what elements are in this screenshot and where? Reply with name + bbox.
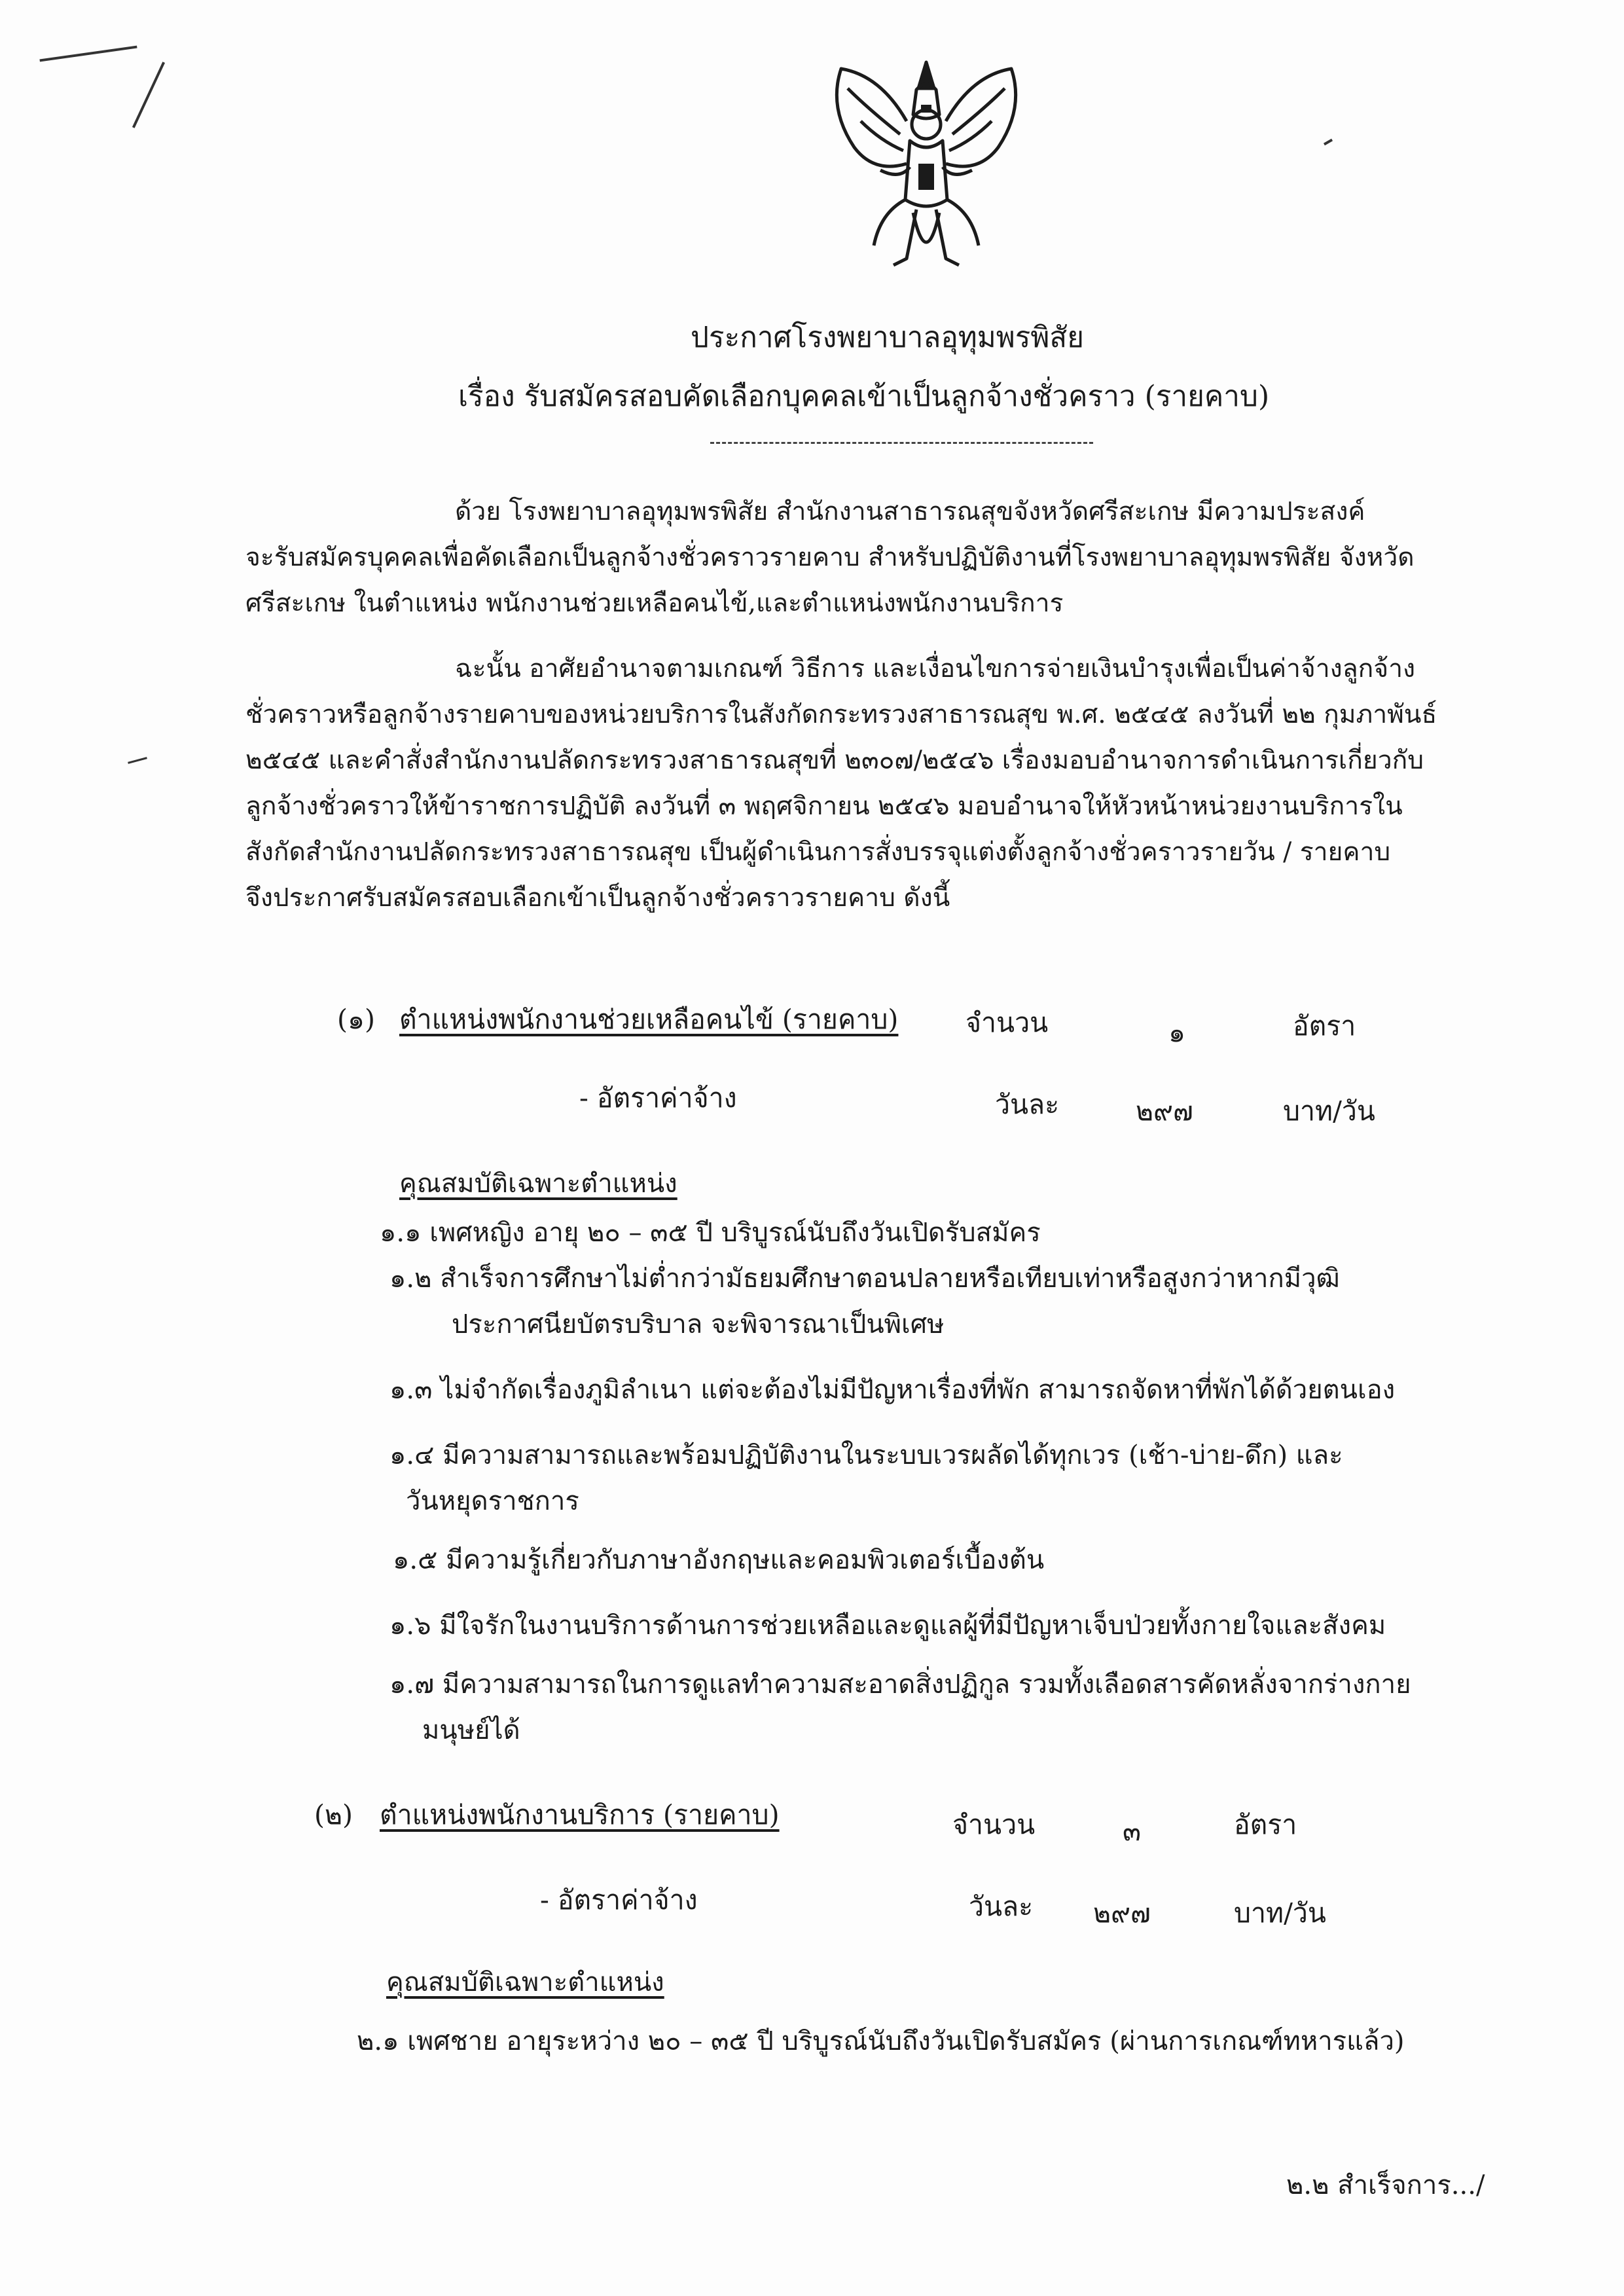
qualification-line: ๑.๗ มีความสามารถในการดูแลทำความสะอาดสิ่งปฏิกูล รวมทั้งเลือดสารคัดหลั่งจากร่างกาย [389,1669,1411,1700]
qualification-line: มนุษย์ได้ [422,1715,520,1745]
announcement-subject: เรื่อง รับสมัครสอบคัดเลือกบุคคลเข้าเป็นลูกจ้างชั่วคราว (รายคาบ) [458,380,1270,413]
body-paragraph-2-line: สังกัดสำนักงานปลัดกระทรวงสาธารณสุข เป็นผู้ดำเนินการสั่งบรรจุแต่งตั้งลูกจ้างชั่วคราวรายวัน / รายคาบ [245,837,1391,867]
body-paragraph-2-line: ลูกจ้างชั่วคราวให้ข้าราชการปฏิบัติ ลงวันที่ ๓ พฤศจิกายน ๒๕๔๖ มอบอำนาจให้หัวหน้าหน่วยงานบริการใน [245,792,1403,821]
wage-amount: ๒๙๗ [1093,1897,1151,1929]
qualification-line: ๑.๓ ไม่จำกัดเรื่องภูมิลำเนา แต่จะต้องไม่มีปัญหาเรื่องที่พัก สามารถจัดหาที่พักได้ด้วยตนเอง [389,1375,1396,1405]
announcement-title: ประกาศโรงพยาบาลอุทุมพรพิสัย [691,321,1085,354]
wage-unit: บาท/วัน [1283,1095,1375,1127]
qualification-heading: คุณสมบัติเฉพาะตำแหน่ง [399,1169,677,1199]
scan-mark [39,46,137,62]
garuda-emblem [802,49,1051,285]
position-count-label: จำนวน [952,1809,1036,1840]
qualification-line: ๑.๔ มีความสามารถและพร้อมปฏิบัติงานในระบบเวรผลัดได้ทุกเวร (เช้า-บ่าย-ดึก) และ [389,1440,1343,1470]
scan-mark [128,757,147,764]
position-count-unit: อัตรา [1234,1809,1297,1840]
body-paragraph-1-line: ด้วย โรงพยาบาลอุทุมพรพิสัย สำนักงานสาธารณสุขจังหวัดศรีสะเกษ มีความประสงค์ [455,497,1365,526]
qualification-line: ๑.๕ มีความรู้เกี่ยวกับภาษาอังกฤษและคอมพิวเตอร์เบื้องต้น [393,1545,1045,1575]
body-paragraph-1-line: จะรับสมัครบุคคลเพื่อคัดเลือกเป็นลูกจ้างชั่วคราวรายคาบ สำหรับปฏิบัติงานที่โรงพยาบาลอุทุมพรพิสัย จังหวัด [245,543,1415,572]
continuation-note: ๒.๒ สำเร็จการ.../ [1286,2170,1485,2200]
title-divider [710,442,1093,444]
qualification-heading: คุณสมบัติเฉพาะตำแหน่ง [386,1967,664,1997]
wage-period: วันละ [995,1089,1060,1120]
wage-unit: บาท/วัน [1234,1897,1326,1929]
scan-mark [1324,139,1333,145]
qualification-line: ๑.๑ เพศหญิง อายุ ๒๐ – ๓๕ ปี บริบูรณ์นับถึงวันเปิดรับสมัคร [380,1218,1041,1248]
position-count: ๓ [1123,1815,1142,1847]
position-title: ตำแหน่งพนักงานบริการ (รายคาบ) [380,1799,780,1831]
position-count-label: จำนวน [965,1007,1049,1038]
body-paragraph-2-line: ๒๕๔๕ และคำสั่งสำนักงานปลัดกระทรวงสาธารณสุขที่ ๒๓๐๗/๒๕๔๖ เรื่องมอบอำนาจการดำเนินการเกี่ยวกับ [245,746,1424,775]
qualification-line: ๒.๑ เพศชาย อายุระหว่าง ๒๐ – ๓๕ ปี บริบูรณ์นับถึงวันเปิดรับสมัคร (ผ่านการเกณฑ์ทหารแล้ว) [357,2026,1405,2056]
wage-label: - อัตราค่าจ้าง [579,1082,737,1114]
body-paragraph-1-line: ศรีสะเกษ ในตำแหน่ง พนักงานช่วยเหลือคนไข้,และตำแหน่งพนักงานบริการ [245,589,1064,618]
wage-amount: ๒๙๗ [1136,1095,1193,1127]
position-number: (๑) [337,1004,376,1035]
body-paragraph-2-line: ชั่วคราวหรือลูกจ้างรายคาบของหน่วยบริการในสังกัดกระทรวงสาธารณสุข พ.ศ. ๒๕๔๕ ลงวันที่ ๒๒ กุมภาพันธ์ [245,700,1437,729]
qualification-line: ๑.๒ สำเร็จการศึกษาไม่ต่ำกว่ามัธยมศึกษาตอนปลายหรือเทียบเท่าหรือสูงกว่าหากมีวุฒิ [389,1264,1340,1294]
wage-label: - อัตราค่าจ้าง [540,1884,698,1916]
wage-period: วันละ [969,1891,1034,1922]
position-title: ตำแหน่งพนักงานช่วยเหลือคนไข้ (รายคาบ) [399,1004,899,1035]
body-paragraph-2-line: ฉะนั้น อาศัยอำนาจตามเกณฑ์ วิธีการ และเงื่อนไขการจ่ายเงินบำรุงเพื่อเป็นค่าจ้างลูกจ้าง [455,654,1416,683]
position-count-unit: อัตรา [1293,1010,1356,1042]
qualification-line: ประกาศนียบัตรบริบาล จะพิจารณาเป็นพิเศษ [452,1309,945,1339]
qualification-line: วันหยุดราชการ [406,1486,579,1516]
scan-mark [132,62,165,128]
qualification-line: ๑.๖ มีใจรักในงานบริการด้านการช่วยเหลือและดูแลผู้ที่มีปัญหาเจ็บป่วยทั้งกายใจและสังคม [389,1611,1386,1641]
body-paragraph-2-line: จึงประกาศรับสมัครสอบเลือกเข้าเป็นลูกจ้างชั่วคราวรายคาบ ดังนี้ [245,883,950,913]
position-number: (๒) [314,1799,353,1831]
position-count: ๑ [1168,1017,1186,1048]
